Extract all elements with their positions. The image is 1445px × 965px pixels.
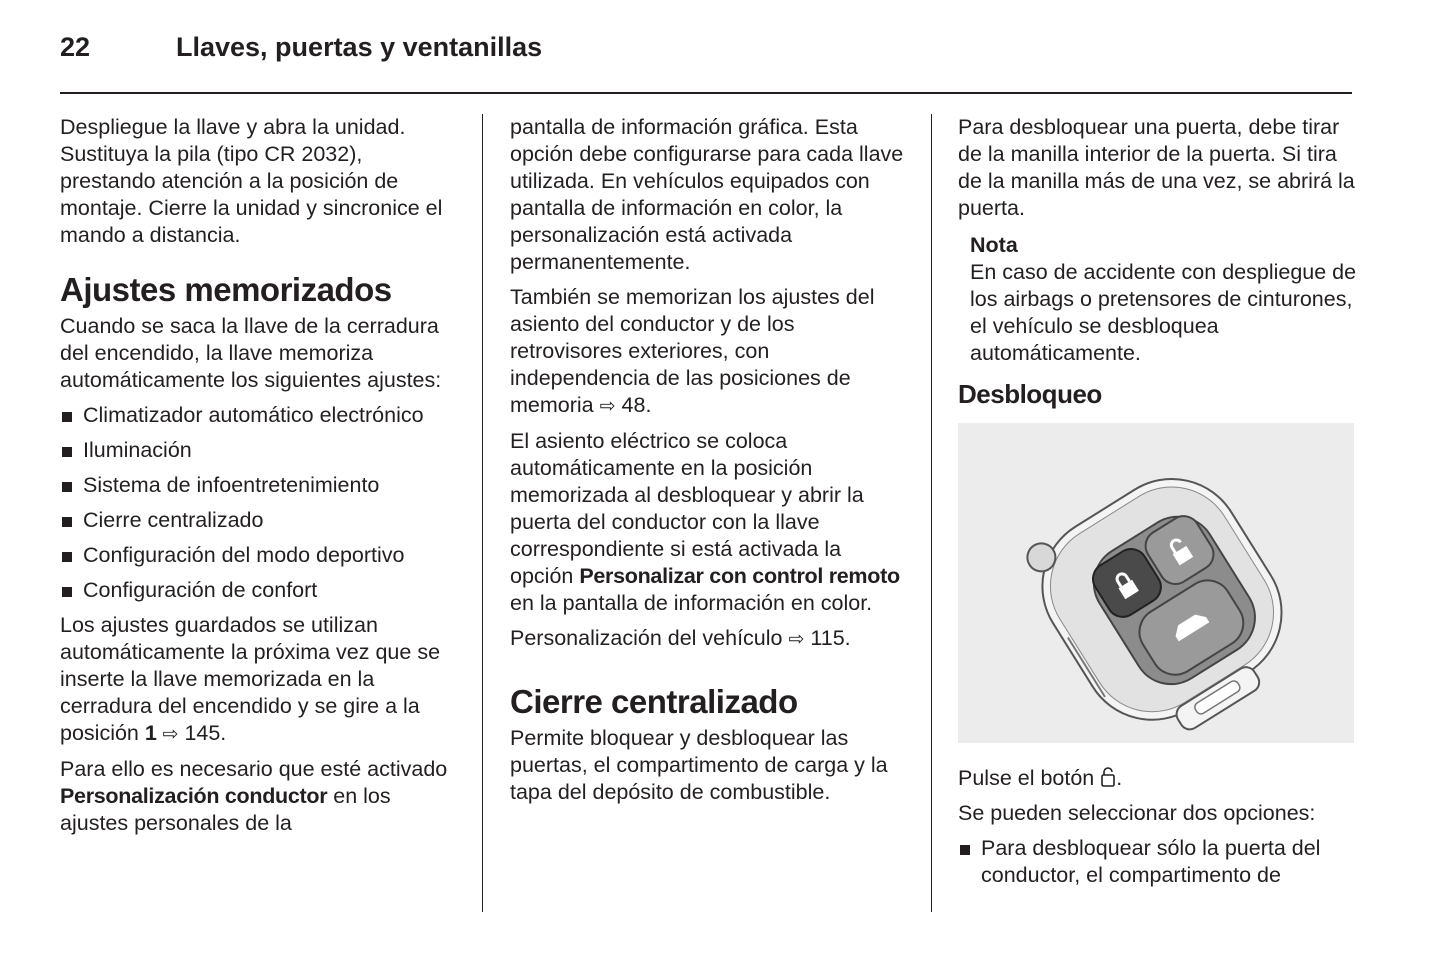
display-color-paragraph: pantalla de información en color, la personalización está activada permanentemente. (510, 196, 843, 274)
note-title: Nota (970, 233, 1018, 257)
chapter-title: Llaves, puertas y ventanillas (176, 32, 543, 62)
seat-mirror-paragraph: También se memorizan los ajustes del asiento del conductor y de los retrovisores exteriores, con independencia de las posiciones de memoria ⇨ 48. (510, 285, 875, 417)
list-item: Climatizador automático electrónico (60, 402, 460, 429)
unlock-icon (1100, 766, 1116, 788)
bullet-icon (62, 552, 72, 562)
memory-settings-list (60, 402, 460, 604)
battery-paragraph: Despliegue la llave y abra la unidad. Sustituya la pila (tipo CR 2032), prestando atención a la posición de montaje. Cierre la unidad y sincronice el mando a distancia. (60, 115, 443, 247)
list-item: Iluminación (60, 437, 460, 464)
electric-seat-paragraph: El asiento eléctrico se coloca automáticamente en la posición memorizada al desbloquear y abrir la puerta del conductor con la llave correspondiente si está activada la opción Personalizar con control remoto en la pantalla de información en color. (510, 429, 900, 615)
column-right (958, 114, 1358, 897)
reference-arrow-icon: ⇨ (599, 396, 616, 417)
column-middle (510, 114, 910, 814)
reference-arrow-icon: ⇨ (162, 724, 179, 745)
unlock-options-list (958, 835, 1358, 889)
activation-paragraph: Para ello es necesario que esté activado Personalización conductor en los ajustes personales de la (60, 757, 448, 835)
bullet-icon (62, 412, 72, 422)
page-reference[interactable]: 115. (810, 626, 851, 650)
note-text: En caso de accidente con despliegue de los airbags o pretensores de cinturones, el vehículo se desbloquea automáticamente. (970, 260, 1357, 365)
bullet-icon (62, 517, 72, 527)
reference-arrow-icon: ⇨ (788, 629, 805, 650)
page-reference[interactable]: 145. (184, 721, 227, 745)
display-paragraph: pantalla de información gráfica. Esta opción debe configurarse para cada llave utilizada. En vehículos equipados con (510, 115, 904, 193)
stored-settings-paragraph: Los ajustes guardados se utilizan automáticamente la próxima vez que se inserte la llave memorizada en la cerradura del encendido y se gire a la posición 1 ⇨ 145. (60, 613, 441, 745)
press-button-paragraph: Pulse el botón . (958, 766, 1123, 790)
heading-unlocking: Desbloqueo (958, 379, 1102, 409)
list-item: Para desbloquear sólo la puerta del conductor, el compartimento de (958, 835, 1358, 889)
memory-intro-paragraph: Cuando se saca la llave de la cerradura del encendido, la llave memoriza automáticamente los siguientes ajustes: (60, 314, 442, 392)
list-item: Configuración del modo deportivo (60, 542, 460, 569)
list-item: Cierre centralizado (60, 507, 460, 534)
page-number: 22 (60, 32, 91, 62)
bullet-icon (62, 482, 72, 492)
bullet-icon (62, 447, 72, 457)
key-fob-illustration (958, 423, 1354, 743)
bullet-icon (960, 845, 970, 855)
column-divider (931, 114, 932, 912)
column-divider (482, 114, 483, 912)
options-paragraph: Se pueden seleccionar dos opciones: (958, 801, 1316, 825)
bullet-icon (62, 587, 72, 597)
page-reference[interactable]: 48. (621, 393, 652, 417)
list-item: Sistema de infoentretenimiento (60, 472, 460, 499)
central-locking-paragraph: Permite bloquear y desbloquear las puertas, el compartimento de carga y la tapa del depósito de combustible. (510, 726, 888, 804)
heading-central-locking: Cierre centralizado (510, 683, 798, 720)
heading-memory-settings: Ajustes memorizados (60, 271, 392, 308)
page-header (60, 28, 1352, 94)
note-box (970, 232, 1358, 367)
vehicle-personalization-paragraph: Personalización del vehículo ⇨ 115. (510, 626, 851, 650)
door-unlock-paragraph: Para desbloquear una puerta, debe tirar de la manilla interior de la puerta. Si tira de la manilla más de una vez, se abrirá la puerta. (958, 115, 1355, 220)
key-fob-icon (958, 423, 1354, 743)
column-left (60, 114, 460, 845)
list-item: Configuración de confort (60, 577, 460, 604)
